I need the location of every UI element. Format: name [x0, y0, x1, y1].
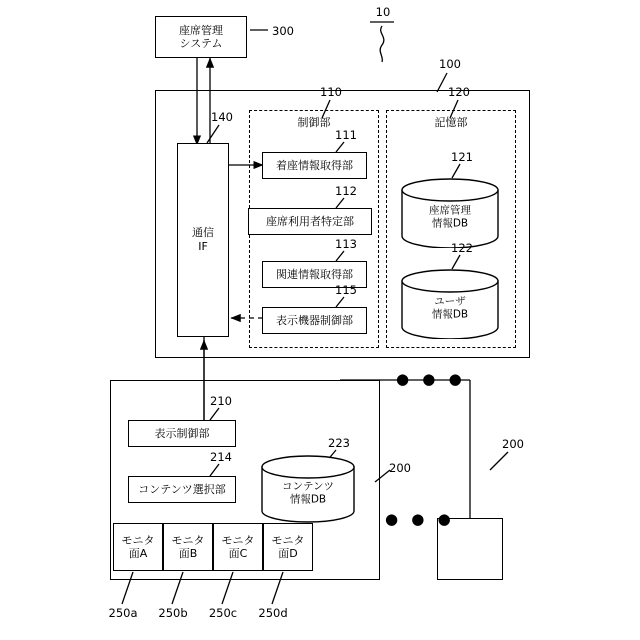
storage-unit-label: 記憶部 — [434, 116, 468, 129]
seat-user-identifier[interactable]: 座席利用者特定部 — [248, 208, 372, 235]
ellipsis-bottom: ● ● ● — [385, 510, 455, 528]
user-info-db[interactable] — [400, 269, 500, 339]
content-selector[interactable]: コンテンツ選択部 — [128, 476, 236, 503]
ref-121: 121 — [451, 150, 473, 164]
ref-223: 223 — [328, 436, 350, 450]
ref-140: 140 — [211, 110, 233, 124]
ref-100: 100 — [439, 57, 461, 71]
ref-250b: 250b — [158, 606, 188, 620]
user-info-db-label: ユーザ 情報DB — [431, 295, 469, 321]
ref-200-main: 200 — [389, 461, 411, 475]
seat-management-system[interactable]: 座席管理 システム — [155, 16, 247, 58]
control-unit-label: 制御部 — [297, 116, 331, 129]
ref-122: 122 — [451, 241, 473, 255]
ref-120: 120 — [448, 85, 470, 99]
monitor-c[interactable]: モニタ 面C — [213, 523, 263, 571]
related-info-acquirer[interactable]: 関連情報取得部 — [262, 261, 367, 288]
display-controller[interactable]: 表示制御部 — [128, 420, 236, 447]
content-info-db-label: コンテンツ 情報DB — [282, 480, 334, 506]
seat-management-db[interactable] — [400, 178, 500, 248]
ref-210: 210 — [210, 394, 232, 408]
display-device-controller[interactable]: 表示機器制御部 — [262, 307, 367, 334]
ref-250c: 250c — [208, 606, 238, 620]
figure-number: 10 — [375, 5, 391, 19]
monitor-b[interactable]: モニタ 面B — [163, 523, 213, 571]
content-info-db[interactable] — [260, 455, 356, 523]
ref-250a: 250a — [108, 606, 138, 620]
seat-management-db-label: 座席管理 情報DB — [429, 204, 471, 230]
monitor-d[interactable]: モニタ 面D — [263, 523, 313, 571]
monitor-a[interactable]: モニタ 面A — [113, 523, 163, 571]
ref-300: 300 — [272, 24, 294, 38]
communication-if[interactable]: 通信 IF — [177, 143, 229, 337]
ref-112: 112 — [335, 184, 357, 198]
ref-214: 214 — [210, 450, 232, 464]
ref-115: 115 — [335, 283, 357, 297]
ref-111: 111 — [335, 128, 357, 142]
ref-113: 113 — [335, 237, 357, 251]
seating-info-acquirer[interactable]: 着座情報取得部 — [262, 152, 367, 179]
ref-250d: 250d — [258, 606, 288, 620]
ref-110: 110 — [320, 85, 342, 99]
ellipsis-right: ● ● ● — [396, 370, 466, 388]
ref-200-secondary: 200 — [502, 437, 524, 451]
